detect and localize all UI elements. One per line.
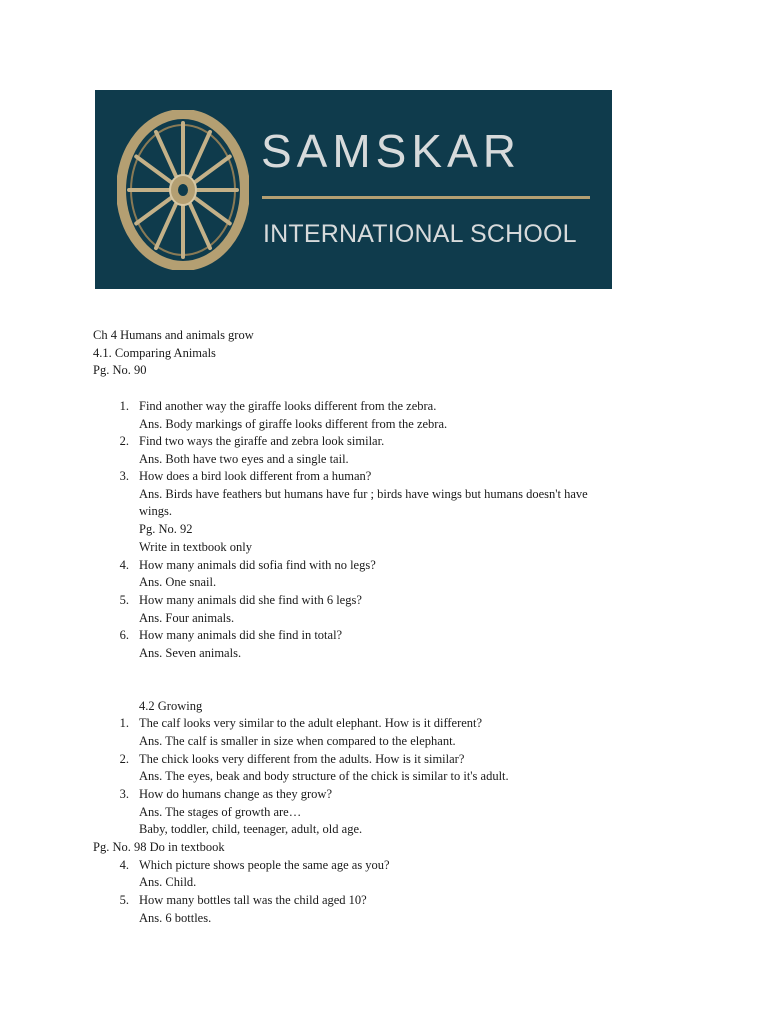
answer-text: Ans. The calf is smaller in size when compared to the elephant. — [139, 734, 456, 748]
school-brand-subtitle: INTERNATIONAL SCHOOL — [263, 220, 577, 248]
answer-text-continued: wings. — [139, 504, 172, 518]
item-number: 3. — [119, 469, 129, 483]
question-text: How many bottles tall was the child aged 10? — [139, 893, 367, 907]
topic-title: 4.1. Comparing Animals — [93, 346, 216, 360]
brand-divider — [262, 196, 590, 199]
page-reference: Pg. No. 90 — [93, 363, 147, 377]
school-brand-name: SAMSKAR — [261, 125, 521, 177]
item-number: 4. — [119, 858, 129, 872]
question-text: Find another way the giraffe looks different from the zebra. — [139, 399, 437, 413]
wheel-spoke — [136, 198, 171, 224]
wheel-spoke — [190, 204, 210, 248]
item-number: 6. — [119, 628, 129, 642]
instruction-note: Write in textbook only — [139, 540, 253, 554]
wheel-spoke — [190, 132, 210, 176]
answer-text: Ans. Body markings of giraffe looks different from the zebra. — [139, 417, 448, 431]
item-number: 4. — [119, 558, 129, 572]
answer-text: Ans. The eyes, beak and body structure of the chick is similar to it's adult. — [139, 769, 509, 783]
question-text: Which picture shows people the same age as you? — [139, 858, 390, 872]
chapter-title: Ch 4 Humans and animals grow — [93, 328, 254, 342]
item-number: 5. — [119, 593, 129, 607]
wheel-spoke — [195, 198, 230, 224]
chakra-wheel-icon — [117, 110, 249, 270]
wheel-spoke — [195, 157, 230, 183]
section-title: 4.2 Growing — [139, 699, 203, 713]
answer-text: Ans. Both have two eyes and a single tail. — [139, 452, 349, 466]
question-text: The chick looks very different from the adults. How is it similar? — [139, 752, 465, 766]
answer-text: Ans. Seven animals. — [139, 646, 242, 660]
item-number: 1. — [119, 716, 129, 730]
answer-text: Ans. The stages of growth are… — [139, 805, 302, 819]
page-reference: Pg. No. 98 Do in textbook — [93, 840, 225, 854]
question-text: How many animals did sofia find with no legs? — [139, 558, 376, 572]
answer-text: Ans. One snail. — [139, 575, 217, 589]
question-text: How do humans change as they grow? — [139, 787, 333, 801]
item-number: 5. — [119, 893, 129, 907]
item-number: 2. — [119, 434, 129, 448]
wheel-spoke — [136, 157, 171, 183]
question-text: How many animals did she find in total? — [139, 628, 343, 642]
question-text: How does a bird look different from a human? — [139, 469, 372, 483]
school-header-banner — [95, 90, 612, 289]
question-text: How many animals did she find with 6 legs? — [139, 593, 362, 607]
answer-text: Ans. 6 bottles. — [139, 911, 212, 925]
answer-text: Ans. Birds have feathers but humans have fur ; birds have wings but humans doesn't have — [139, 487, 588, 501]
answer-text-continued: Baby, toddler, child, teenager, adult, old age. — [139, 822, 363, 836]
page-reference: Pg. No. 92 — [139, 522, 193, 536]
question-text: The calf looks very similar to the adult elephant. How is it different? — [139, 716, 483, 730]
item-number: 2. — [119, 752, 129, 766]
wheel-spoke — [156, 132, 176, 176]
wheel-spoke — [156, 204, 176, 248]
answer-text: Ans. Four animals. — [139, 611, 235, 625]
answer-text: Ans. Child. — [139, 875, 197, 889]
item-number: 1. — [119, 399, 129, 413]
question-text: Find two ways the giraffe and zebra look similar. — [139, 434, 385, 448]
item-number: 3. — [119, 787, 129, 801]
